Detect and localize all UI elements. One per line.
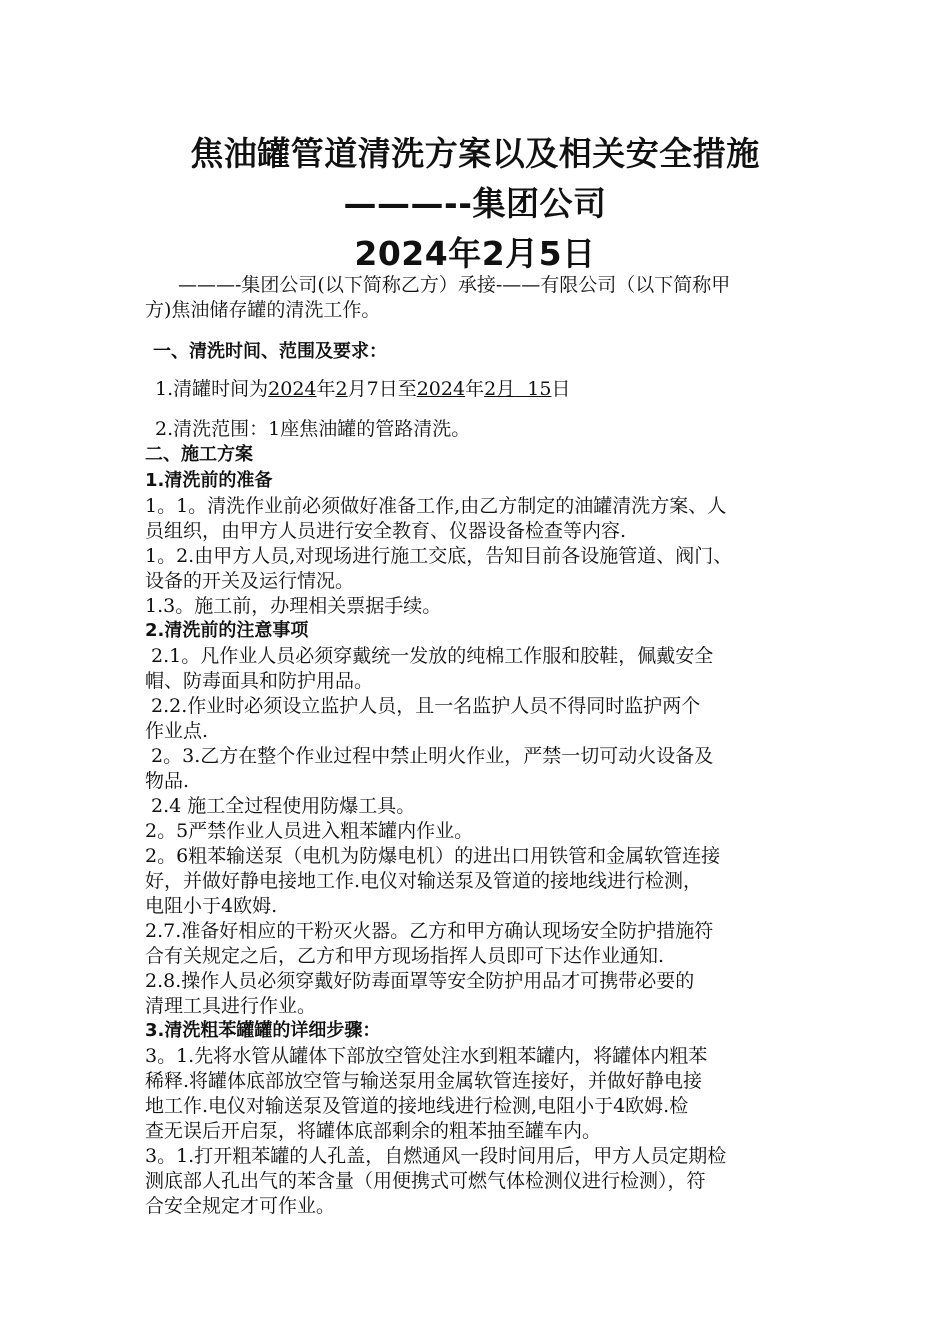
sub3-line: 测底部人孔出气的苯含量（用便携式可燃气体检测仪进行检测），符 [145, 1170, 706, 1192]
section-1-heading: 一、清洗时间、范围及要求： [153, 341, 387, 362]
schedule-prefix: 1.清罐时间为 [155, 378, 269, 400]
schedule-year-char-2: 年 [465, 378, 485, 400]
sub1-line: 1。2.由甲方人员,对现场进行施工交底，告知目前各设施管道、阀门、 [145, 545, 733, 567]
schedule-end-month: 2月 [484, 378, 516, 400]
sub1-line: 设备的开关及运行情况。 [145, 570, 355, 592]
company-name: ———--集团公司 [343, 184, 607, 223]
sub1-line: 员组织，由甲方人员进行安全教育、仪器设备检查等内容. [145, 520, 627, 542]
sub2-line: 2。6粗苯输送泵（电机为防爆电机）的进出口用铁管和金属软管连接 [145, 845, 721, 867]
intro-line-1: ———-集团公司(以下简称乙方）承接-——有限公司（以下简称甲 [178, 274, 731, 296]
sub2-line: 2。3.乙方在整个作业过程中禁止明火作业，严禁一切可动火设备及 [145, 745, 714, 767]
sub3-line: 查无误后开启泵，将罐体底部剩余的粗苯抽至罐车内。 [145, 1120, 602, 1142]
sub2-line: 2.8.操作人员必须穿戴好防毒面罩等安全防护用品才可携带必要的 [145, 970, 695, 992]
subsection-3-heading: 3.清洗粗苯罐罐的详细步骤： [145, 1020, 381, 1041]
sub1-line: 1。1。清洗作业前必须做好准备工作,由乙方制定的油罐清洗方案、人 [145, 495, 727, 517]
sub2-line: 清理工具进行作业。 [145, 995, 317, 1017]
schedule-end-year: 2024 [416, 378, 466, 400]
schedule-year-char-1: 年 [316, 378, 336, 400]
sub2-line: 2.2.作业时必须设立监护人员，且一名监护人员不得同时监护两个 [145, 695, 701, 717]
schedule-end-day: 15 [515, 378, 552, 400]
sub1-line: 1.3。施工前，办理相关票据手续。 [145, 595, 442, 617]
schedule-suffix: 日 [551, 378, 571, 400]
sub2-line: 2.1。凡作业人员必须穿戴统一发放的纯棉工作服和胶鞋，佩戴安全 [145, 645, 714, 667]
sub2-line: 2。5严禁作业人员进入粗苯罐内作业。 [145, 820, 474, 842]
sub2-line: 物品. [145, 770, 190, 792]
sub2-line: 合有关规定之后，乙方和甲方现场指挥人员即可下达作业通知. [145, 945, 665, 967]
sub2-line: 2.7.准备好相应的干粉灭火器。乙方和甲方确认现场安全防护措施符 [145, 920, 714, 942]
subsection-1-heading: 1.清洗前的准备 [145, 470, 273, 491]
subsection-2-heading: 2.清洗前的注意事项 [145, 620, 309, 641]
scope-line: 2.清洗范围：1座焦油罐的管路清洗。 [155, 418, 471, 440]
schedule-middle: 月7日至 [347, 378, 417, 400]
sub2-line: 帽、防毒面具和防护用品。 [145, 670, 374, 692]
document-date: 2024年2月5日 [354, 234, 596, 273]
sub3-line: 地工作.电仪对输送泵及管道的接地线进行检测,电阻小于4欧姆.检 [145, 1095, 689, 1117]
intro-line-2: 方)焦油储存罐的清洗工作。 [145, 299, 381, 321]
sub3-line: 3。1.先将水管从罐体下部放空管处注水到粗苯罐内，将罐体内粗苯 [145, 1045, 708, 1067]
sub3-line: 3。1.打开粗苯罐的人孔盖，自燃通风一段时间用后，甲方人员定期检 [145, 1145, 727, 1167]
sub3-line: 稀释.将罐体底部放空管与输送泵用金属软管连接好，并做好静电接 [145, 1070, 703, 1092]
sub2-line: 好，并做好静电接地工作.电仪对输送泵及管道的接地线进行检测， [145, 870, 703, 892]
document-title: 焦油罐管道清洗方案以及相关安全措施 [190, 134, 760, 173]
section-2-heading: 二、施工方案 [145, 444, 253, 465]
schedule-start-year: 2024 [268, 378, 317, 400]
sub2-line: 作业点. [145, 720, 209, 742]
schedule-line [155, 377, 835, 401]
schedule-start-month: 2 [335, 378, 348, 400]
sub2-line: 2.4 施工全过程使用防爆工具。 [145, 795, 416, 817]
sub3-line: 合安全规定才可作业。 [145, 1195, 336, 1217]
sub2-line: 电阻小于4欧姆. [145, 895, 278, 917]
